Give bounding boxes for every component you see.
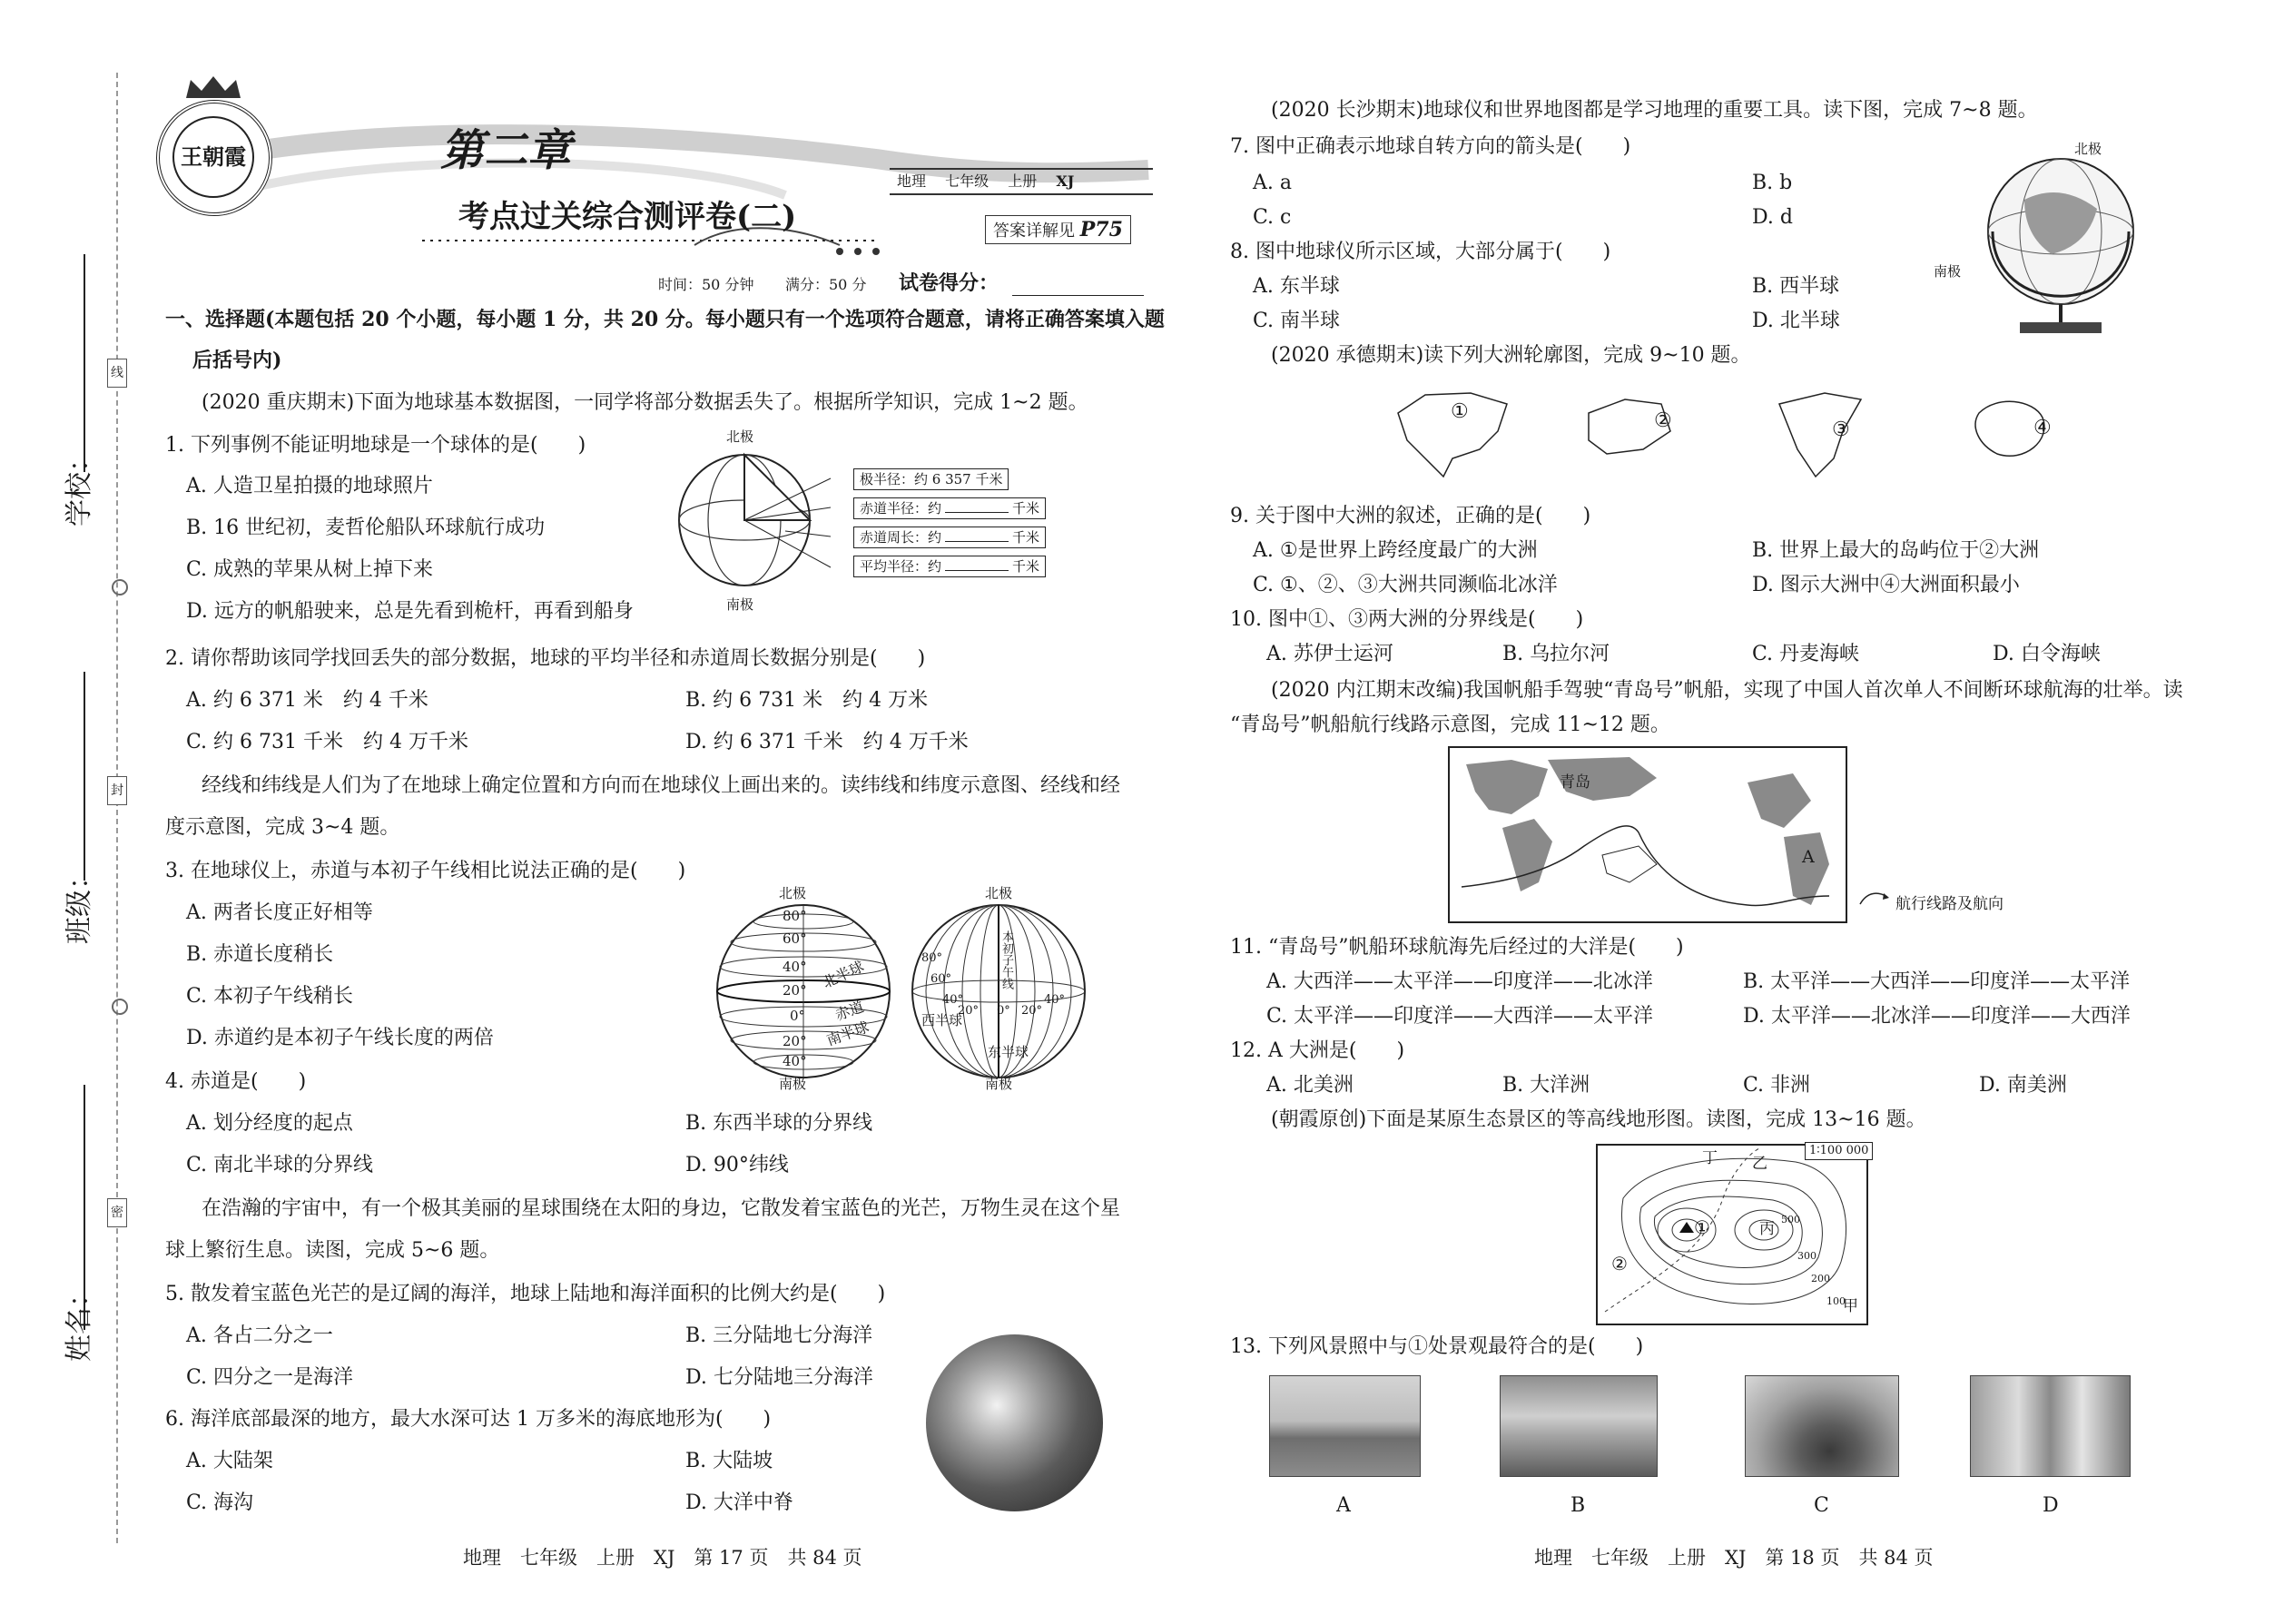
photo-label: D (2043, 1494, 2059, 1517)
question-12: 12. A 大洲是( ) (1230, 1039, 1405, 1062)
earth-photo (926, 1334, 1103, 1511)
intro-q5-6: 在浩瀚的宇宙中，有一个极其美丽的星球围绕在太阳的身边，它散发着宝蓝色的光芒，万物生灵在这个星 (202, 1197, 1121, 1220)
lon-label: 20° (958, 1004, 980, 1018)
option[interactable]: B. 赤道长度稍长 (186, 943, 334, 966)
score-input[interactable] (1012, 295, 1144, 296)
full-score: 满分：50 分 (785, 276, 867, 293)
lon-label: 20° (1021, 1004, 1043, 1018)
north-pole-label: 北极 (726, 428, 754, 445)
brand-name: 王朝霞 (172, 116, 254, 198)
binding-hole (112, 579, 128, 595)
continent-outlines (1389, 377, 2242, 486)
lon-label: 40° (942, 993, 964, 1007)
question-2: 2. 请你帮助该同学找回丢失的部分数据，地球的平均半径和赤道周长数据分别是( ) (165, 647, 926, 670)
desk-globe-figure (1961, 145, 2161, 340)
option[interactable]: B. 世界上最大的岛屿位于②大洲 (1752, 539, 2040, 562)
photo-grassland[interactable] (1269, 1375, 1421, 1477)
qingdao-label: 青岛 (1560, 773, 1590, 792)
intro-q11-12-cont: “青岛号”帆船航行线路示意图，完成 11~12 题。 (1230, 714, 1670, 736)
photo-label: B (1570, 1494, 1586, 1517)
class-label: 班级： (64, 862, 95, 944)
photo-stone-peaks[interactable] (1970, 1375, 2131, 1477)
option[interactable]: B. 约 6 731 米 约 4 万米 (685, 689, 929, 712)
lon-label: 0° (997, 1004, 1010, 1018)
option[interactable]: C. 南半球 (1253, 310, 1341, 332)
tag: 地理 (897, 172, 927, 190)
lon-label: 80° (921, 951, 943, 965)
intro-q11-12: (2020 内江期末改编)我国帆船手驾驶“青岛号”帆船，实现了中国人首次单人不间断环球航海的壮举。读 (1271, 679, 2183, 702)
option[interactable]: B. b (1752, 172, 1793, 194)
option[interactable]: A. 各占二分之一 (186, 1324, 333, 1347)
sailing-route-map (1448, 746, 1847, 923)
lat-label: 0° (790, 1008, 806, 1024)
page-footer: 地理 七年级 上册 XJ 第 17 页 共 84 页 (463, 1547, 862, 1569)
option[interactable]: A. 大陆架 (186, 1450, 273, 1472)
question-1: 1. 下列事例不能证明地球是一个球体的是( ) (165, 434, 586, 457)
binding-hole (112, 999, 128, 1015)
option[interactable]: D. 赤道约是本初子午线长度的两倍 (186, 1027, 494, 1049)
answer-ref-label: 答案详解见 (993, 221, 1075, 241)
contour-value: 200 (1811, 1273, 1830, 1284)
lat-label: 60° (783, 930, 807, 947)
option[interactable]: D. d (1752, 206, 1793, 229)
option[interactable]: D. 大洋中脊 (685, 1491, 793, 1514)
continent-marker: ② (1654, 409, 1672, 432)
contour-mark: ① (1694, 1216, 1710, 1238)
lon-label: 40° (1044, 993, 1066, 1007)
option[interactable]: D. 南美洲 (1979, 1074, 2067, 1097)
option[interactable]: D. 图示大洲中④大洲面积最小 (1752, 574, 2020, 596)
option[interactable]: C. 约 6 731 千米 约 4 万千米 (186, 731, 468, 753)
option[interactable]: A. 划分经度的起点 (186, 1112, 353, 1135)
option[interactable]: D. 北半球 (1752, 310, 1840, 332)
seal-char: 线 (107, 359, 127, 388)
south-pole-label: 南极 (726, 596, 754, 613)
south-pole-label: 南极 (985, 1076, 1013, 1092)
chapter-title: 第二章 (440, 125, 572, 176)
option[interactable]: A. 约 6 371 米 约 4 千米 (186, 689, 428, 712)
page-footer: 地理 七年级 上册 XJ 第 18 页 共 84 页 (1534, 1547, 1934, 1569)
grade-tags (890, 168, 1153, 195)
contour-value: 100 (1826, 1295, 1846, 1307)
answer-page: P75 (1079, 218, 1123, 241)
section-heading-cont: 后括号内) (192, 349, 282, 372)
option[interactable]: A. 大西洋——太平洋——印度洋——北冰洋 (1266, 970, 1653, 993)
equator-radius-box: 赤道半径：约 千米 (853, 497, 1046, 519)
option[interactable]: C. 成熟的苹果从树上掉下来 (186, 558, 434, 581)
question-4: 4. 赤道是( ) (165, 1070, 307, 1093)
route-arrow-icon (1856, 888, 1893, 910)
continent-marker: ④ (2033, 417, 2052, 439)
option[interactable]: D. 远方的帆船驶来，总是先看到桅杆，再看到船身 (186, 600, 634, 623)
option[interactable]: B. 16 世纪初，麦哲伦船队环球航行成功 (186, 517, 546, 539)
option[interactable]: C. 太平洋——印度洋——大西洋——太平洋 (1266, 1005, 1654, 1028)
contour-mark: 丁 (1702, 1149, 1718, 1167)
question-11: 11. “青岛号”帆船环球航海先后经过的大洋是( ) (1230, 936, 1684, 959)
intro-q9-10: (2020 承德期末)读下列大洲轮廓图，完成 9~10 题。 (1271, 344, 1751, 367)
south-pole-label: 南极 (779, 1076, 807, 1092)
intro-q3-4-cont: 度示意图，完成 3~4 题。 (165, 816, 400, 839)
time-limit: 时间：50 分钟 (658, 276, 754, 293)
intro-q3-4: 经线和纬线是人们为了在地球上确定位置和方向而在地球仪上画出来的。读纬线和纬度示意图、经线和经 (202, 774, 1121, 797)
contour-scale: 1∶100 000 (1805, 1142, 1873, 1160)
option[interactable]: A. 北美洲 (1266, 1074, 1354, 1097)
school-label: 学校： (64, 445, 95, 527)
option[interactable]: D. 约 6 371 千米 约 4 万千米 (685, 731, 969, 753)
photo-hills[interactable] (1500, 1375, 1658, 1477)
intro-q5-6-cont: 球上繁衍生息。读图，完成 5~6 题。 (165, 1239, 500, 1262)
question-9: 9. 关于图中大洲的叙述，正确的是( ) (1230, 505, 1591, 527)
equator-label: 赤道 (832, 998, 867, 1024)
mean-radius-box: 平均半径：约 千米 (853, 556, 1046, 577)
photo-label: A (1336, 1494, 1351, 1517)
score-label: 试卷得分： (899, 271, 999, 295)
option[interactable]: C. 非洲 (1743, 1074, 1811, 1097)
lon-label: 60° (930, 972, 952, 986)
equator-length-box: 赤道周长：约 千米 (853, 527, 1046, 548)
option[interactable]: B. 西半球 (1752, 275, 1840, 298)
intro-q1-2: (2020 重庆期末)下面为地球基本数据图，一同学将部分数据丢失了。根据所学知识，完成 1~2 题。 (202, 391, 1088, 414)
option[interactable]: A. a (1253, 172, 1292, 194)
option[interactable]: B. 三分陆地七分海洋 (685, 1324, 873, 1347)
question-13: 13. 下列风景照中与①处景观最符合的是( ) (1230, 1335, 1644, 1358)
option[interactable]: C. 丹麦海峡 (1752, 643, 1860, 665)
option[interactable]: C. 本初子午线稍长 (186, 985, 354, 1008)
option[interactable]: D. 七分陆地三分海洋 (685, 1366, 873, 1389)
continent-a-label: A (1802, 847, 1815, 867)
lat-label: 40° (783, 1053, 807, 1069)
option[interactable]: C. ①、②、③大洲共同濒临北冰洋 (1253, 574, 1558, 596)
north-hemisphere-label: 北半球 (820, 957, 867, 992)
answer-reference (985, 215, 1131, 244)
contour-mark: ② (1611, 1253, 1628, 1275)
continent-marker: ① (1451, 400, 1469, 423)
south-hemisphere-label: 南半球 (824, 1018, 871, 1049)
intro-q13-16: (朝霞原创)下面是某原生态景区的等高线地形图。读图，完成 13~16 题。 (1271, 1108, 1926, 1131)
section-heading: 一、选择题(本题包括 20 个小题，每小题 1 分，共 20 分。每小题只有一个选项符合题意，请将正确答案填入题 (165, 308, 1165, 331)
question-6: 6. 海洋底部最深的地方，最大水深可达 1 万多米的海底地形为( ) (165, 1408, 772, 1431)
option[interactable]: B. 太平洋——大西洋——印度洋——太平洋 (1743, 970, 2131, 993)
paper-title: 考点过关综合测评卷(二) (458, 199, 797, 235)
class-line (84, 672, 85, 881)
contour-mark: 丙 (1759, 1220, 1775, 1238)
tag: 七年级 (945, 172, 989, 190)
lat-label: 40° (783, 959, 807, 975)
intro-q7-8: (2020 长沙期末)地球仪和世界地图都是学习地理的重要工具。读下图，完成 7~8 题。 (1271, 99, 2038, 122)
option[interactable]: C. 海沟 (186, 1491, 254, 1514)
south-pole-label: 南极 (1934, 263, 1962, 280)
lat-label: 20° (783, 1033, 807, 1049)
option[interactable]: D. 白令海峡 (1993, 643, 2101, 665)
lat-label: 80° (783, 908, 807, 924)
option[interactable]: D. 90°纬线 (685, 1154, 789, 1176)
option[interactable]: B. 乌拉尔河 (1502, 643, 1610, 665)
earth-cutaway-figure (667, 440, 849, 604)
seal-char: 封 (107, 776, 127, 805)
contour-value: 500 (1781, 1214, 1800, 1225)
option[interactable]: B. 大陆坡 (685, 1450, 773, 1472)
prime-meridian-label: 本初子午线 (999, 930, 1013, 989)
north-pole-label: 北极 (985, 885, 1013, 901)
brand-logo (156, 100, 272, 216)
option[interactable]: A. 人造卫星拍摄的地球照片 (186, 475, 433, 497)
continent-marker: ③ (1832, 418, 1850, 441)
option[interactable]: A. 两者长度正好相等 (186, 901, 373, 924)
lat-label: 20° (783, 982, 807, 999)
seal-char: 密 (107, 1198, 127, 1227)
map-legend: 航行线路及航向 (1895, 895, 2004, 913)
polar-radius-box: 极半径：约 6 357 千米 (853, 468, 1009, 490)
question-7: 7. 图中正确表示地球自转方向的箭头是( ) (1230, 135, 1631, 158)
option[interactable]: C. 四分之一是海洋 (186, 1366, 354, 1389)
north-pole-label: 北极 (2074, 141, 2102, 157)
school-line (84, 254, 85, 472)
contour-mark: 甲 (1843, 1297, 1858, 1315)
option[interactable]: A. ①是世界上跨经度最广的大洲 (1253, 539, 1538, 562)
photo-lake[interactable] (1745, 1375, 1899, 1477)
tag: XJ (1056, 172, 1075, 190)
option[interactable]: A. 东半球 (1253, 275, 1340, 298)
seal-line (116, 73, 118, 1543)
tag: 上册 (1008, 172, 1038, 190)
contour-mark: 乙 (1752, 1155, 1767, 1173)
option[interactable]: B. 大洋洲 (1502, 1074, 1590, 1097)
question-8: 8. 图中地球仪所示区域，大部分属于( ) (1230, 241, 1611, 263)
north-pole-label: 北极 (779, 885, 807, 901)
east-hemisphere-label: 东半球 (988, 1044, 1029, 1060)
contour-value: 300 (1797, 1250, 1816, 1262)
question-3: 3. 在地球仪上，赤道与本初子午线相比说法正确的是( ) (165, 860, 686, 882)
option[interactable]: B. 东西半球的分界线 (685, 1112, 873, 1135)
crown-icon (182, 73, 245, 100)
question-5: 5. 散发着宝蓝色光芒的是辽阔的海洋，地球上陆地和海洋面积的比例大约是( ) (165, 1283, 886, 1305)
question-10: 10. 图中①、③两大洲的分界线是( ) (1230, 608, 1584, 631)
name-label: 姓名： (64, 1280, 95, 1362)
west-hemisphere-label: 西半球 (921, 1012, 963, 1029)
option[interactable]: C. 南北半球的分界线 (186, 1154, 374, 1176)
photo-label: C (1814, 1494, 1829, 1517)
option[interactable]: D. 太平洋——北冰洋——印度洋——大西洋 (1743, 1005, 2131, 1028)
option[interactable]: A. 苏伊士运河 (1266, 643, 1393, 665)
option[interactable]: C. c (1253, 206, 1292, 229)
